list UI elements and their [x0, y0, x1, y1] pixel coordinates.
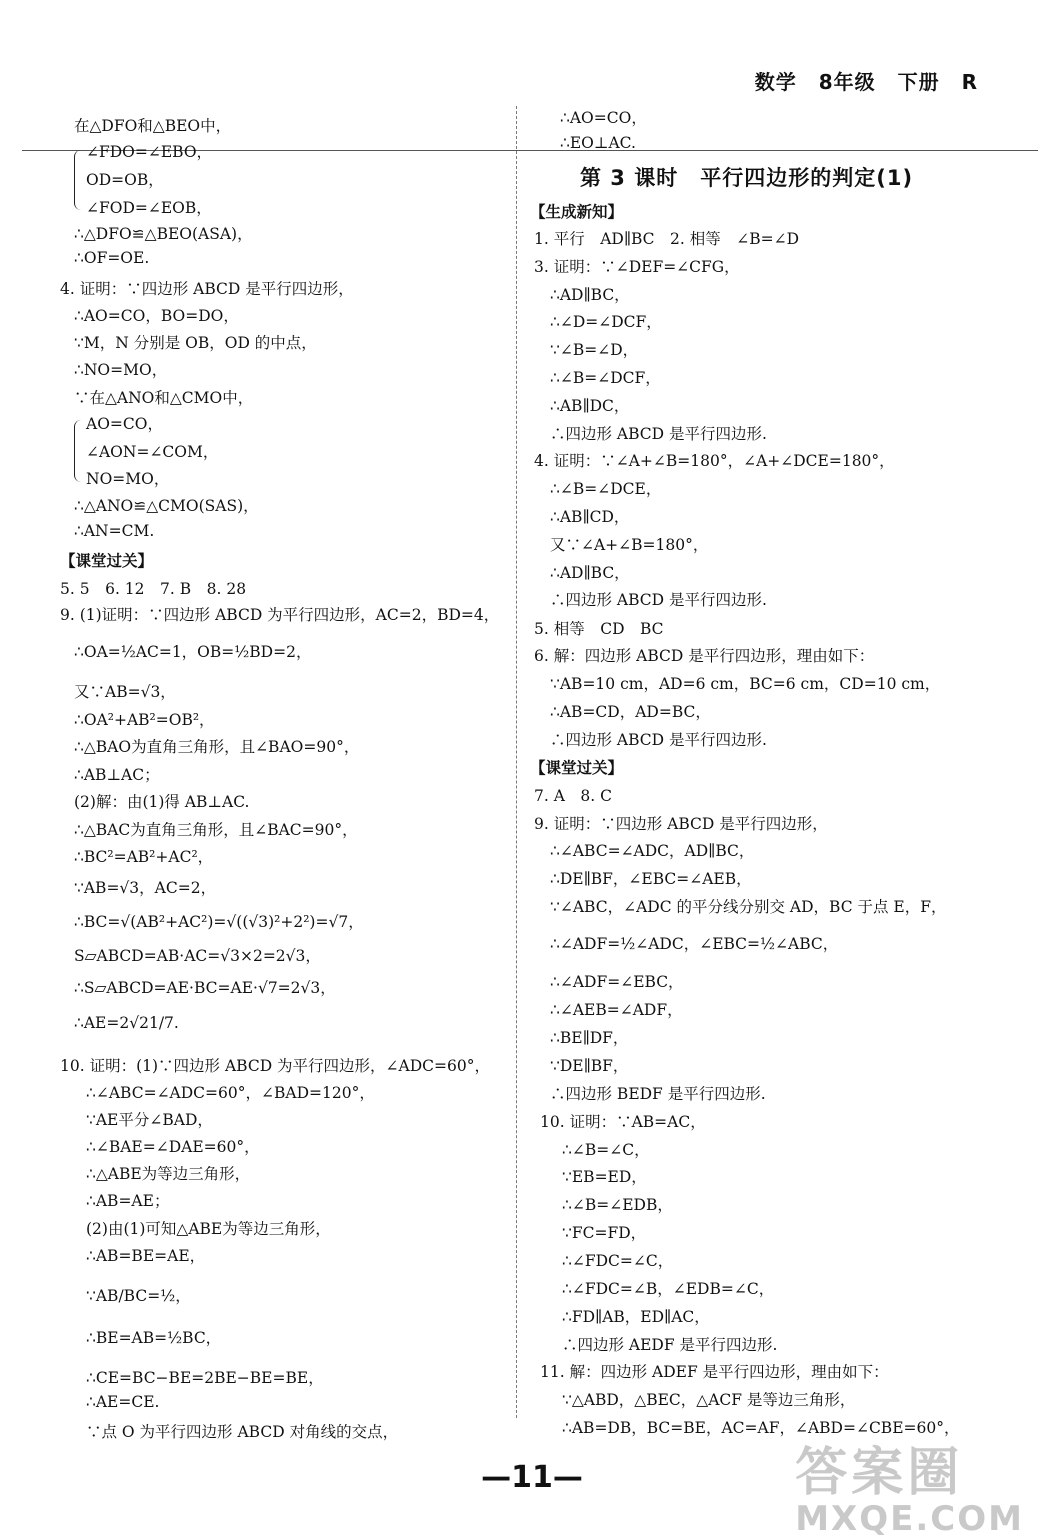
text-line: ∴∠ADF=½∠ADC，∠EBC=½∠ABC， [550, 935, 839, 953]
section-label: 【课堂过关】 [60, 551, 154, 570]
text-line: ∴AE=CE. [86, 1393, 160, 1411]
text-line: ∴DE∥BF，∠EBC=∠AEB， [550, 870, 752, 888]
text-line: ∵△ABD，△BEC，△ACF 是等边三角形， [562, 1391, 856, 1409]
text-line: ∴AB∥DC， [550, 397, 630, 415]
text-line: ∴∠FDC=∠B，∠EDB=∠C， [562, 1280, 775, 1298]
text-line: ∴四边形 ABCD 是平行四边形. [550, 591, 767, 609]
text-line: 10. 证明：∵AB=AC， [540, 1113, 706, 1131]
text-line: ∴∠B=∠DCE， [550, 480, 662, 498]
text-line: ∴AB∥CD， [550, 508, 630, 526]
text-line: 6. 解：四边形 ABCD 是平行四边形，理由如下： [534, 647, 875, 665]
text-line: ∵AE平分∠BAD， [86, 1111, 213, 1129]
text-line: ∴△BAO为直角三角形，且∠BAO=90°， [74, 738, 360, 756]
text-line: ∴AB=CD，AD=BC， [550, 703, 711, 721]
brace [74, 150, 81, 210]
text-line: ∴AO=CO，BO=DO， [74, 307, 239, 325]
text-line: ∴∠ADF=∠EBC， [550, 973, 684, 991]
text-line: ∵FC=FD， [562, 1224, 647, 1242]
text-line: ∴OA²+AB²=OB²， [74, 711, 215, 729]
text-line: 10. 证明：(1)∵四边形 ABCD 为平行四边形，∠ADC=60°， [60, 1057, 490, 1075]
brace [74, 420, 81, 482]
text-line: ∵AB=√3，AC=2， [74, 879, 217, 897]
text-line: ∴四边形 AEDF 是平行四边形. [562, 1336, 778, 1354]
text-line: (2)由(1)可知△ABE为等边三角形， [86, 1220, 331, 1238]
text-line: ∴BE=AB=½BC， [86, 1329, 222, 1347]
section-label: 【生成新知】 [530, 202, 624, 221]
watermark-logo: 答案圈 [795, 1443, 964, 1503]
text-line: AO=CO， [86, 415, 163, 433]
text-line: 9. (1)证明：∵四边形 ABCD 为平行四边形，AC=2，BD=4， [60, 606, 500, 624]
text-line: ∴△ABE为等边三角形， [86, 1165, 251, 1183]
header-subject: 数学 [754, 70, 797, 94]
text-line: ∴BE∥DF， [550, 1029, 629, 1047]
page-number: —11— [481, 1460, 583, 1495]
text-line: 在△DFO和△BEO中， [74, 117, 232, 135]
text-line: ∴OF=OE. [74, 249, 150, 267]
text-line: ∵∠B=∠D， [550, 341, 639, 359]
text-line: ∴∠AEB=∠ADF， [550, 1001, 683, 1019]
text-line: ∴AB=DB，BC=BE，AC=AF，∠ABD=∠CBE=60°， [562, 1419, 960, 1437]
text-line: ∴EO⊥AC. [560, 134, 636, 152]
text-line: ∴△BAC为直角三角形，且∠BAC=90°， [74, 821, 358, 839]
text-line: ∴AB=AE； [86, 1192, 170, 1210]
page-header [741, 66, 978, 95]
header-grade: 8年级 [818, 70, 876, 94]
text-line: ∵在△ANO和△CMO中， [74, 389, 254, 407]
section-label: 【课堂过关】 [530, 758, 624, 777]
text-line: ∵AB/BC=½， [86, 1287, 191, 1305]
text-line: 11. 解：四边形 ADEF 是平行四边形，理由如下： [540, 1363, 889, 1381]
text-line: S▱ABCD=AB·AC=√3×2=2√3， [74, 947, 321, 965]
text-line: 5. 相等 CD BC [534, 620, 664, 638]
text-line: ∵DE∥BF， [550, 1057, 629, 1075]
header-volume: 下册 [897, 70, 940, 94]
watermark-url: MXQE.COM [795, 1499, 1024, 1539]
text-line: ∴AE=2√21/7. [74, 1014, 179, 1032]
text-line: ∴∠D=∠DCF， [550, 313, 662, 331]
text-line: 3. 证明：∵∠DEF=∠CFG， [534, 258, 740, 276]
text-line: ∴OA=½AC=1，OB=½BD=2， [74, 643, 312, 661]
text-line: 7. A 8. C [534, 787, 612, 805]
text-line: ∴NO=MO， [74, 361, 168, 379]
text-line: ∠FDO=∠EBO， [86, 143, 213, 161]
text-line: ∵∠ABC，∠ADC 的平分线分别交 AD，BC 于点 E，F， [550, 898, 947, 916]
column-divider [516, 106, 517, 1418]
text-line: ∴FD∥AB，ED∥AC， [562, 1308, 710, 1326]
text-line: OD=OB， [86, 171, 164, 189]
text-line: ∴AB⊥AC； [74, 766, 160, 784]
text-line: 又∵AB=√3， [74, 683, 176, 701]
text-line: ∴AD∥BC， [550, 564, 630, 582]
text-line: 1. 平行 AD∥BC 2. 相等 ∠B=∠D [534, 230, 800, 248]
text-line: ∴∠BAE=∠DAE=60°， [86, 1138, 260, 1156]
text-line: ∵点 O 为平行四边形 ABCD 对角线的交点， [86, 1423, 399, 1441]
text-line: ∴∠B=∠C， [562, 1141, 650, 1159]
text-line: ∴AB=BE=AE， [86, 1247, 206, 1265]
text-line: 4. 证明：∵四边形 ABCD 是平行四边形， [60, 280, 354, 298]
text-line: ∠FOD=∠EOB， [86, 199, 212, 217]
text-line: ∴△ANO≌△CMO(SAS)， [74, 497, 259, 515]
text-line: ∴AN=CM. [74, 522, 155, 540]
text-line: ∴AD∥BC， [550, 286, 630, 304]
text-line: ∴BC²=AB²+AC²， [74, 848, 214, 866]
text-line: ∴∠ABC=∠ADC=60°，∠BAD=120°， [86, 1084, 375, 1102]
text-line: 9. 证明：∵四边形 ABCD 是平行四边形， [534, 815, 828, 833]
text-line: ∴四边形 ABCD 是平行四边形. [550, 731, 767, 749]
text-line: ∵AB=10 cm，AD=6 cm，BC=6 cm，CD=10 cm， [550, 675, 941, 693]
text-line: ∴S▱ABCD=AE·BC=AE·√7=2√3， [74, 979, 336, 997]
text-line: ∴四边形 BEDF 是平行四边形. [550, 1085, 766, 1103]
watermark [795, 1430, 1024, 1539]
header-edition: R [961, 70, 978, 94]
text-line: ∴∠FDC=∠C， [562, 1252, 674, 1270]
text-line: ∴∠B=∠DCF， [550, 369, 661, 387]
text-line: ∵EB=ED， [562, 1168, 647, 1186]
section-title: 第 3 课时 平行四边形的判定(1) [580, 166, 914, 190]
text-line: 5. 5 6. 12 7. B 8. 28 [60, 580, 247, 598]
text-line: ∴△DFO≌△BEO(ASA)， [74, 225, 253, 243]
text-line: NO=MO， [86, 470, 170, 488]
text-line: ∴四边形 ABCD 是平行四边形. [550, 425, 767, 443]
text-line: ∵M，N 分别是 OB，OD 的中点， [74, 334, 317, 352]
text-line: ∴BC=√(AB²+AC²)=√((√3)²+2²)=√7， [74, 913, 364, 931]
text-line: ∴∠B=∠EDB， [562, 1196, 673, 1214]
text-line: (2)解：由(1)得 AB⊥AC. [74, 793, 250, 811]
text-line: ∴∠ABC=∠ADC，AD∥BC， [550, 842, 755, 860]
text-line: 又∵∠A+∠B=180°， [550, 536, 709, 554]
text-line: ∠AON=∠COM， [86, 443, 219, 461]
text-line: ∴CE=BC−BE=2BE−BE=BE， [86, 1369, 324, 1387]
text-line: ∴AO=CO， [560, 109, 647, 127]
text-line: 4. 证明：∵∠A+∠B=180°，∠A+∠DCE=180°， [534, 452, 895, 470]
